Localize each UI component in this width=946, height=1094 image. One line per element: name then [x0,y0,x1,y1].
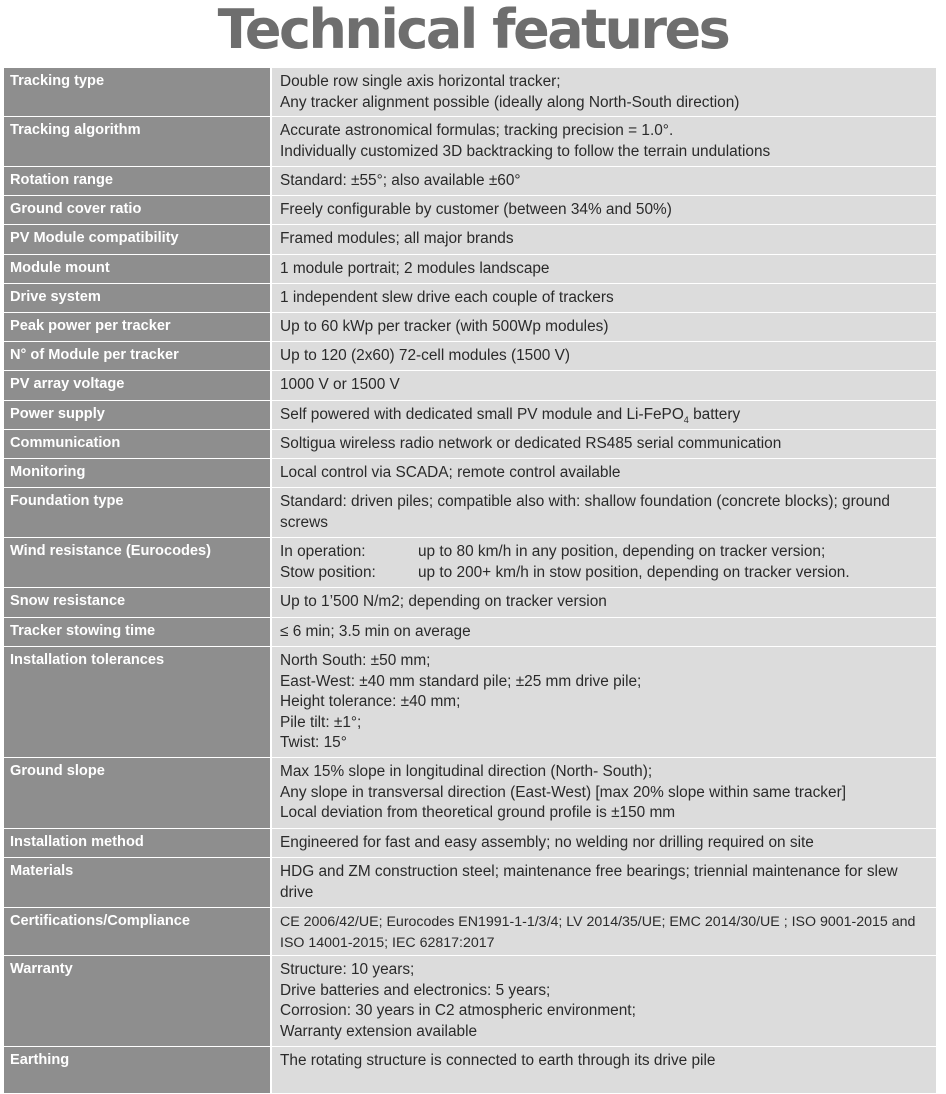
spec-value-line: Any slope in transversal direction (East-West) [max 20% slope within same tracker] [280,783,846,801]
spec-value-pair [280,563,930,584]
spec-value-line: Pile tilt: ±1°; [280,713,362,731]
spec-row [4,588,936,618]
spec-value-line: ≤ 6 min; 3.5 min on average [280,623,471,640]
spec-value-line: 1 independent slew drive each couple of trackers [280,289,614,306]
spec-value [272,68,936,116]
spec-value-line: Twist: 15° [280,734,347,752]
spec-value-line: East-West: ±40 mm standard pile; ±25 mm drive pile; [280,672,642,690]
spec-value-line: North South: ±50 mm; [280,652,431,669]
spec-value [272,1047,936,1093]
spec-value-key: In operation: [280,543,366,560]
spec-row [4,196,936,225]
spec-row [4,68,936,117]
spec-value-text: up to 200+ km/h in stow position, depending on tracker version. [418,563,850,581]
spec-value-line: Standard: ±55°; also available ±60° [280,172,521,189]
spec-value-line: Accurate astronomical formulas; tracking precision = 1.0°. [280,122,674,139]
spec-label: Power supply [4,401,270,429]
spec-value-line: 1000 V or 1500 V [280,376,400,393]
spec-value-line: HDG and ZM construction steel; maintenance free bearings; triennial maintenance for slew drive [280,863,898,901]
spec-row [4,255,936,284]
spec-value [272,618,936,646]
spec-value [272,430,936,458]
spec-label: Monitoring [4,459,270,487]
spec-label: Installation tolerances [4,647,270,757]
spec-label: Ground slope [4,758,270,828]
spec-row [4,225,936,255]
spec-value [272,488,936,537]
spec-value-line: Soltigua wireless radio network or dedicated RS485 serial communication [280,435,782,452]
spec-label: PV array voltage [4,371,270,400]
spec-label: Tracking type [4,68,270,116]
spec-value [272,225,936,254]
spec-value [272,342,936,370]
spec-label: Peak power per tracker [4,313,270,341]
spec-row [4,908,936,956]
spec-label: Snow resistance [4,588,270,617]
spec-value [272,167,936,195]
spec-value-line: Standard: driven piles; compatible also with: shallow foundation (concrete blocks); ground screws [280,493,890,531]
spec-value-line: Height tolerance: ±40 mm; [280,693,461,711]
spec-row [4,758,936,829]
spec-label: PV Module compatibility [4,225,270,254]
spec-label: Drive system [4,284,270,312]
spec-row [4,538,936,588]
spec-row [4,430,936,459]
spec-label: Materials [4,858,270,907]
spec-value-line: Engineered for fast and easy assembly; no welding nor drilling required on site [280,834,814,851]
spec-row [4,459,936,488]
spec-row [4,858,936,908]
spec-value-line: Max 15% slope in longitudinal direction (North- South); [280,763,653,780]
spec-value-line: Up to 120 (2x60) 72-cell modules (1500 V) [280,347,571,364]
spec-row [4,488,936,538]
spec-row [4,647,936,758]
spec-value [272,908,936,955]
spec-row [4,956,936,1047]
spec-label: Installation method [4,829,270,857]
spec-label: Earthing [4,1047,270,1093]
technical-features-table [4,68,936,1094]
spec-row [4,829,936,858]
spec-value-line: Corrosion: 30 years in C2 atmospheric environment; [280,1002,636,1020]
spec-value [272,538,936,587]
spec-value-pair [280,542,930,563]
page-title: Technical features [217,0,729,61]
spec-label: Tracker stowing time [4,618,270,646]
spec-value-line: Warranty extension available [280,1022,478,1040]
spec-value [272,588,936,617]
spec-label: Certifications/Compliance [4,908,270,955]
spec-value [272,284,936,312]
spec-value-line: Up to 1’500 N/m2; depending on tracker version [280,593,607,610]
spec-row [4,1047,936,1094]
spec-label: Wind resistance (Eurocodes) [4,538,270,587]
spec-value-line: The rotating structure is connected to earth through its drive pile [280,1052,716,1069]
spec-value-line: Individually customized 3D backtracking to follow the terrain undulations [280,142,771,160]
spec-value-key: Stow position: [280,563,376,581]
spec-row [4,284,936,313]
spec-value [272,371,936,400]
spec-value [272,401,936,429]
spec-row [4,371,936,401]
spec-value [272,829,936,857]
spec-value [272,459,936,487]
spec-value-line: 1 module portrait; 2 modules landscape [280,260,550,277]
spec-value-line: Framed modules; all major brands [280,230,514,247]
spec-label: Communication [4,430,270,458]
spec-value [272,117,936,166]
spec-value-line: Drive batteries and electronics: 5 years; [280,981,551,999]
spec-value [272,313,936,341]
spec-value-line: Local control via SCADA; remote control available [280,464,621,481]
spec-value-line: Freely configurable by customer (between 34% and 50%) [280,201,672,218]
spec-row [4,117,936,167]
spec-label: Warranty [4,956,270,1046]
spec-label: Module mount [4,255,270,283]
spec-value [272,858,936,907]
spec-value [272,956,936,1046]
spec-value [272,255,936,283]
spec-value-line: CE 2006/42/UE; Eurocodes EN1991-1-1/3/4; LV 2014/35/UE; EMC 2014/30/UE ; ISO 9001-2015 and ISO 14001-2015; IEC 62817:2017 [280,914,916,951]
spec-value-line: Double row single axis horizontal tracker; [280,73,561,90]
spec-value [272,196,936,224]
spec-value-line: Local deviation from theoretical ground profile is ±150 mm [280,804,676,822]
spec-value-text: up to 80 km/h in any position, depending on tracker version; [418,543,826,560]
spec-row [4,342,936,371]
spec-row [4,618,936,647]
spec-label: Rotation range [4,167,270,195]
spec-row [4,401,936,430]
spec-value-line: Self powered with dedicated small PV module and Li-FePO$_4$ battery [280,406,741,426]
spec-row [4,313,936,342]
spec-value [272,758,936,828]
spec-value-line: Any tracker alignment possible (ideally along North-South direction) [280,93,740,111]
spec-value [272,647,936,757]
spec-label: Ground cover ratio [4,196,270,224]
spec-value-line: Structure: 10 years; [280,961,415,978]
spec-label: Tracking algorithm [4,117,270,166]
spec-label: N° of Module per tracker [4,342,270,370]
spec-label: Foundation type [4,488,270,537]
spec-row [4,167,936,196]
spec-value-line: Up to 60 kWp per tracker (with 500Wp modules) [280,318,609,335]
